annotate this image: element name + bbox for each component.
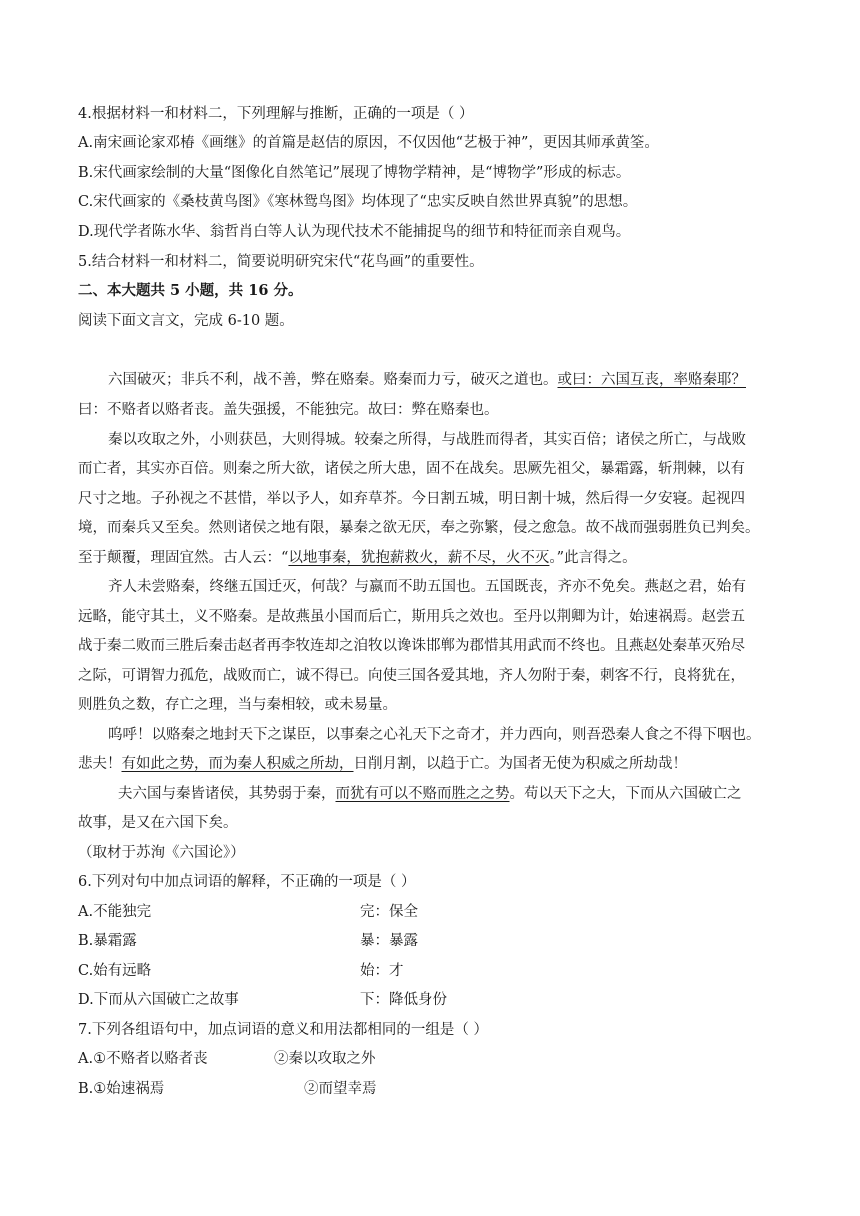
passage-p2-line5: [78, 548, 637, 568]
question-4-option-c: C.宋代画家的《桑枝黄鸟图》《寒林鸳鸟图》均体现了“忠实反映自然世界真貌”的思想。: [78, 194, 638, 210]
question-7-option-a-second: ②秦以攻取之外: [274, 1051, 376, 1067]
underlined-sentence: 或曰：六国互丧，率赂秦耶？: [557, 372, 746, 388]
passage-p3-line4: 之际，可谓智力孤危，战败而亡，诚不得已。向使三国各爱其地，齐人勿附于秦，刺客不行，良将犹在，: [78, 668, 745, 684]
passage-text: 六国破灭；非兵不利，战不善，弊在赂秦。赂秦而力亏，破灭之道也。: [108, 372, 558, 388]
passage-text: 。”此言得之。: [549, 550, 637, 566]
question-6-option-a-explanation: 完：保全: [360, 904, 418, 920]
question-7: 7.下列各组语句中，加点词语的意义和用法都相同的一组是（ ）: [78, 1022, 488, 1038]
passage-p5-line2: 故事，是又在六国下矣。: [78, 815, 238, 831]
question-6-option-b-explanation: 暴：暴露: [360, 933, 418, 949]
question-6: 6.下列对句中加点词语的解释，不正确的一项是（ ）: [78, 874, 416, 890]
reading-instruction: 阅读下面文言文，完成 6-10 题。: [78, 313, 294, 329]
passage-p4-line2: [78, 754, 687, 774]
underlined-sentence: 以地事秦，犹抱薪救火，薪不尽，火不灭: [288, 550, 550, 566]
passage-text: 悲夫！: [78, 756, 122, 772]
question-4-option-b: B.宋代画家绘制的大量“图像化自然笔记”展现了博物学精神，是“博物学”形成的标志。: [78, 165, 631, 181]
passage-source: （取材于苏洵《六国论》）: [78, 845, 245, 861]
section-2-heading: 二、本大题共 5 小题，共 16 分。: [78, 282, 303, 299]
passage-p2-line4: 境，而秦兵又至矣。然则诸侯之地有限，暴秦之欲无厌，奉之弥繁，侵之愈急。故不战而强弱胜负已判矣。: [78, 520, 760, 536]
question-6-option-d-explanation: 下：降低身份: [360, 992, 447, 1008]
question-6-option-a: A.不能独完: [78, 904, 152, 920]
passage-p2-line1: 秦以攻取之外，小则获邑，大则得城。较秦之所得，与战胜而得者，其实百倍；诸侯之所亡，与战败: [108, 432, 746, 448]
underlined-sentence: 而犹有可以不赂而胜之之势: [335, 786, 510, 802]
passage-p3-line5: 则胜负之数，存亡之理，当与秦相较，或未易量。: [78, 697, 397, 713]
passage-p2-line2: 而亡者，其实亦百倍。则秦之所大欲，诸侯之所大患，固不在战矣。思厥先祖父，暴霜露，斩荆棘，以有: [78, 461, 745, 477]
passage-p4-line1: 呜呼！以赂秦之地封天下之谋臣，以事秦之心礼天下之奇才，并力西向，则吾恐秦人食之不得下咽也。: [108, 727, 761, 743]
passage-p1-line1: [108, 370, 746, 390]
question-4: 4.根据材料一和材料二，下列理解与推断，正确的一项是（ ）: [78, 106, 474, 122]
passage-text: 日削月割，以趋于亡。为国者无使为积威之所劫哉！: [353, 756, 687, 772]
question-6-option-b: B.暴霜露: [78, 933, 137, 949]
passage-p5-line1: [118, 784, 742, 804]
passage-p3-line1: 齐人未尝赂秦，终继五国迁灭，何哉？与嬴而不助五国也。五国既丧，齐亦不免矣。燕赵之君，始有: [108, 579, 746, 595]
underlined-sentence: 有如此之势，而为秦人积威之所劫，: [121, 756, 354, 772]
passage-p3-line3: 战于秦二败而三胜后秦击赵者再李牧连却之洎牧以谗诛邯郸为郡惜其用武而不终也。且燕赵处秦革灭殆尽: [78, 638, 745, 654]
passage-p2-line3: 尺寸之地。子孙视之不甚惜，举以予人，如弃草芥。今日割五城，明日割十城，然后得一夕安寝。起视四: [78, 491, 745, 507]
question-4-option-a: A.南宋画论家邓椿《画继》的首篇是赵佶的原因，不仅因他“艺极于神”，更因其师承黄筌。: [78, 135, 659, 151]
passage-p1-line2: 曰：不赂者以赂者丧。盖失强援，不能独完。故曰：弊在赂秦也。: [78, 402, 499, 418]
question-7-option-b-second: ②而望幸焉: [304, 1081, 377, 1097]
question-7-option-a: A.①不赂者以赂者丧: [78, 1051, 208, 1067]
passage-text: 至于颠覆，理固宜然。古人云：“: [78, 550, 289, 566]
passage-text: 。苟以天下之大，下而从六国破亡之: [509, 786, 742, 802]
question-6-option-c-explanation: 始：才: [360, 963, 404, 979]
passage-p3-line2: 远略，能守其土，义不赂秦。是故燕虽小国而后亡，斯用兵之效也。至丹以荆卿为计，始速祸焉。赵尝五: [78, 609, 745, 625]
question-4-option-d: D.现代学者陈水华、翁哲肖白等人认为现代技术不能捕捉鸟的细节和特征而亲自观鸟。: [78, 224, 631, 240]
question-6-option-c: C.始有远略: [78, 963, 152, 979]
question-6-option-d: D.下而从六国破亡之故事: [78, 992, 239, 1008]
question-7-option-b: B.①始速祸焉: [78, 1081, 165, 1097]
passage-text: 夫六国与秦皆诸侯，其势弱于秦，: [118, 786, 336, 802]
question-5: 5.结合材料一和材料二，简要说明研究宋代“花鸟画”的重要性。: [78, 254, 484, 270]
